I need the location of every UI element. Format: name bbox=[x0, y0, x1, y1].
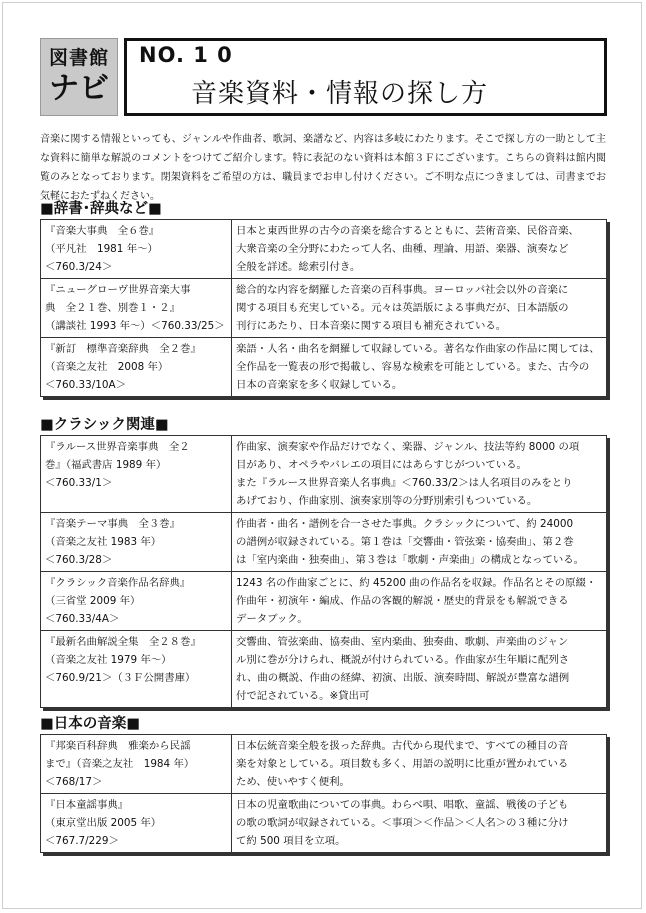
call-number: ＜768/17＞ bbox=[45, 776, 103, 788]
issue-number: NO. 1 0 bbox=[139, 43, 233, 67]
description-line: 楽語・人名・曲名を網羅して収録している。著名な作曲家の作品に関しては、 bbox=[236, 343, 600, 355]
table-row bbox=[41, 220, 607, 279]
description-line: データブック。 bbox=[236, 613, 308, 625]
book-info-cell bbox=[41, 220, 232, 279]
library-navi-badge bbox=[40, 38, 118, 116]
description-line: て約 500 項目を立項。 bbox=[236, 835, 346, 847]
table-row bbox=[41, 794, 607, 853]
description-line: 大衆音楽の全分野にわたって人名、曲種、理論、用語、楽器、演奏など bbox=[236, 243, 569, 255]
book-title: 『クラシック音楽作品名辞典』 bbox=[45, 577, 191, 589]
table-row bbox=[41, 436, 607, 513]
call-number: ＜760.9/21＞（３Ｆ公開書庫） bbox=[45, 672, 196, 684]
book-publisher: （音楽之友社 2008 年） bbox=[45, 361, 169, 373]
page-title: 音楽資料・情報の探し方 bbox=[191, 79, 489, 109]
book-title: 『音楽テーマ事典 全３巻』 bbox=[45, 518, 181, 530]
description-line: 1243 名の作曲家ごとに、約 45200 曲の作品名を収録。作品名とその原綴・ bbox=[236, 577, 597, 589]
description-cell bbox=[232, 513, 607, 572]
call-number: ＜760.33/10A＞ bbox=[45, 379, 126, 391]
description-line: 作曲家、演奏家や作品だけでなく、楽器、ジャンル、技法等約 8000 の項 bbox=[236, 441, 580, 453]
book-title: まで』（音楽之友社 1984 年） bbox=[45, 758, 195, 770]
entries-table bbox=[40, 435, 607, 708]
badge-line2: ナビ bbox=[49, 71, 109, 106]
description-cell bbox=[232, 279, 607, 338]
description-cell bbox=[232, 631, 607, 708]
call-number: ＜760.3/24＞ bbox=[45, 261, 113, 273]
book-publisher: （東京堂出版 2005 年） bbox=[45, 817, 162, 829]
badge-line1: 図書館 bbox=[48, 47, 109, 69]
description-cell bbox=[232, 735, 607, 794]
book-title: 巻』（福武書店 1989 年） bbox=[45, 459, 167, 471]
description-line: 作曲年・初演年・編成、作品の客観的解説・歴史的背景をも解説できる bbox=[236, 595, 569, 607]
section-title: ■日本の音楽■ bbox=[40, 716, 140, 732]
description-line: また『ラルース世界音楽人名事典』＜760.33/2＞は人名項目のみをとり bbox=[236, 477, 573, 489]
description-line: 刊行にあたり、日本音楽に関する項目も補充されている。 bbox=[236, 320, 507, 332]
call-number: ＜760.33/1＞ bbox=[45, 477, 113, 489]
table-row bbox=[41, 338, 607, 397]
book-info-cell bbox=[41, 631, 232, 708]
book-publisher: （平凡社 1981 年～） bbox=[45, 243, 158, 255]
table-row bbox=[41, 572, 607, 631]
book-publisher: （音楽之友社 1983 年） bbox=[45, 536, 162, 548]
call-number: ＜760.33/4A＞ bbox=[45, 613, 120, 625]
description-line: あげており、作曲家別、演奏家別等の分野別索引もついている。 bbox=[236, 495, 538, 507]
table-row bbox=[41, 631, 607, 708]
book-info-cell bbox=[41, 436, 232, 513]
book-title: 『最新名曲解説全集 全２８巻』 bbox=[45, 636, 201, 648]
book-title: 『音楽大事典 全６巻』 bbox=[45, 225, 160, 237]
description-line: 関する項目も充実している。元々は英語版による事典だが、日本語版の bbox=[236, 302, 569, 314]
book-info-cell bbox=[41, 338, 232, 397]
description-cell bbox=[232, 572, 607, 631]
description-line: 全般を詳述。総索引付き。 bbox=[236, 261, 361, 273]
description-cell bbox=[232, 338, 607, 397]
entries-table bbox=[40, 734, 607, 853]
description-cell bbox=[232, 436, 607, 513]
book-title: 『ニューグローヴ世界音楽大事 bbox=[45, 284, 191, 296]
description-line: 交響曲、管弦楽曲、協奏曲、室内楽曲、独奏曲、歌劇、声楽曲のジャン bbox=[236, 636, 569, 648]
call-number: ＜767.7/229＞ bbox=[45, 835, 119, 847]
description-line: れ、曲の概説、作曲の経緯、初演、出版、演奏時間、解説が豊富な譜例 bbox=[236, 672, 570, 684]
description-cell bbox=[232, 794, 607, 853]
description-line: 全作品を一覧表の形で掲載し、容易な検索を可能としている。また、古今の bbox=[236, 361, 590, 373]
description-line: ため、使いやすく便利。 bbox=[236, 776, 350, 788]
description-cell bbox=[232, 220, 607, 279]
table-row bbox=[41, 279, 607, 338]
description-line: 日本の音楽家を多く収録している。 bbox=[236, 379, 403, 391]
book-publisher: （三省堂 2009 年） bbox=[45, 595, 141, 607]
book-info-cell bbox=[41, 572, 232, 631]
description-line: 付で記されている。※貸出可 bbox=[236, 690, 370, 702]
description-line: 日本伝統音楽全般を扱った辞典。古代から現代まで、すべての種目の音 bbox=[236, 740, 569, 752]
book-title: 『ラルース世界音楽事典 全２ bbox=[45, 441, 190, 453]
intro-paragraph: 音楽に関する情報といっても、ジャンルや作曲者、歌詞、楽譜など、内容は多岐にわたります。そこで探し方の一助として主な資料に簡単な解説のコメントをつけてご紹介します。特に表記のない資料は本館３Ｆにございます。こちらの資料は館内閲覧のみとなっております。閉架資料をご希望の方は、職員までお申し付けください。ご不明な点につきましては、司書までお気軽におたずねください。 bbox=[40, 134, 606, 202]
entries-table bbox=[40, 219, 607, 397]
book-title: 『新訂 標準音楽辞典 全２巻』 bbox=[45, 343, 201, 355]
description-line: ル別に巻が分けられ、概説が付けられている。作曲家が生年順に配列さ bbox=[236, 654, 570, 666]
call-number: ＜760.3/28＞ bbox=[45, 554, 113, 566]
description-line: 楽を対象としている。項目数も多く、用語の説明に比重が置かれている bbox=[236, 758, 569, 770]
description-line: の歌の歌詞が収録されている。＜事項＞＜作品＞＜人名＞の３種に分け bbox=[236, 817, 569, 829]
table-row bbox=[41, 735, 607, 794]
description-line: 作曲者・曲名・譜例を合一させた事典。クラシックについて、約 24000 bbox=[236, 518, 574, 530]
book-info-cell bbox=[41, 513, 232, 572]
description-line: 総合的な内容を網羅した音楽の百科事典。ヨーロッパ社会以外の音楽に bbox=[236, 284, 569, 296]
book-info-cell bbox=[41, 735, 232, 794]
header-box bbox=[124, 38, 607, 116]
description-line: 日本と東西世界の古今の音楽を総合するとともに、芸術音楽、民俗音楽、 bbox=[236, 225, 579, 237]
description-line: 目があり、オペラやバレエの項目にはあらすじがついている。 bbox=[236, 459, 527, 471]
book-title: 典 全２１巻、別巻１・２』 bbox=[45, 302, 181, 314]
book-publisher: （音楽之友社 1979 年～） bbox=[45, 654, 172, 666]
description-line: は「室内楽曲・独奏曲」、第３巻は「歌劇・声楽曲」の構成となっている。 bbox=[236, 554, 585, 566]
book-title: 『日本童謡事典』 bbox=[45, 799, 129, 811]
section-title: ■クラシック関連■ bbox=[40, 417, 169, 433]
book-info-cell bbox=[41, 794, 232, 853]
table-row bbox=[41, 513, 607, 572]
section-title: ■辞書･辞典など■ bbox=[40, 201, 162, 217]
book-info-cell bbox=[41, 279, 232, 338]
description-line: の譜例が収録されている。第１巻は「交響曲・管弦楽・協奏曲」、第２巻 bbox=[236, 536, 574, 548]
description-line: 日本の児童歌曲についての事典。わらべ唄、唱歌、童謡、戦後の子ども bbox=[236, 799, 569, 811]
book-title: 『邦楽百科辞典 雅楽から民謡 bbox=[45, 740, 191, 752]
book-publisher: （講談社 1993 年～）＜760.33/25＞ bbox=[45, 320, 225, 332]
